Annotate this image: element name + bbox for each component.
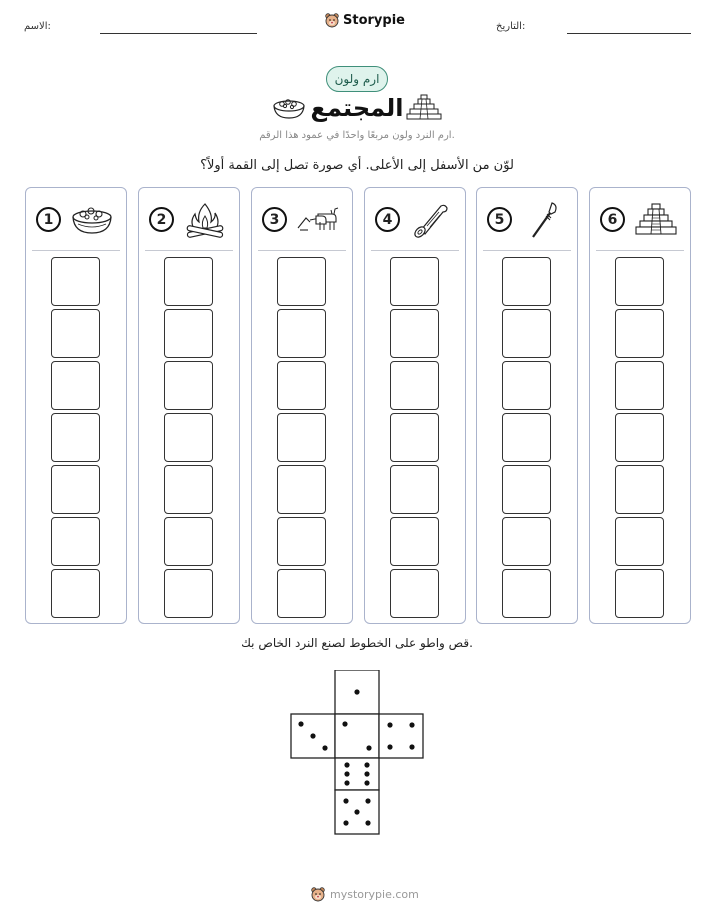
color-square[interactable]	[502, 309, 551, 358]
color-square[interactable]	[615, 361, 664, 410]
campfire-icon	[183, 200, 227, 240]
color-square[interactable]	[51, 413, 100, 462]
color-square[interactable]	[51, 257, 100, 306]
column-2	[138, 187, 240, 624]
column-divider	[32, 250, 120, 251]
date-label: التاريخ:	[496, 21, 526, 32]
column-header	[590, 188, 690, 252]
column-number: 4	[375, 207, 400, 232]
color-square[interactable]	[615, 257, 664, 306]
instruction-text: لوّن من الأسفل إلى الأعلى. أي صورة تصل إلى القمة أولاً؟	[200, 158, 514, 173]
color-square[interactable]	[164, 413, 213, 462]
color-square[interactable]	[390, 257, 439, 306]
color-square[interactable]	[277, 413, 326, 462]
column-divider	[483, 250, 571, 251]
color-square[interactable]	[390, 465, 439, 514]
color-square[interactable]	[502, 413, 551, 462]
die-face-2	[335, 714, 379, 758]
color-square[interactable]	[390, 517, 439, 566]
color-square[interactable]	[502, 569, 551, 618]
color-square[interactable]	[51, 465, 100, 514]
color-square[interactable]	[615, 517, 664, 566]
bear-icon	[324, 12, 340, 28]
color-square[interactable]	[502, 465, 551, 514]
column-3	[251, 187, 353, 624]
color-square[interactable]	[51, 361, 100, 410]
color-square[interactable]	[277, 361, 326, 410]
column-number: 3	[262, 207, 287, 232]
color-square[interactable]	[390, 413, 439, 462]
column-header	[252, 188, 352, 252]
page-title: المجتمع	[310, 94, 404, 122]
color-square[interactable]	[277, 569, 326, 618]
color-square[interactable]	[615, 569, 664, 618]
column-number: 1	[36, 207, 61, 232]
column-divider	[145, 250, 233, 251]
color-square[interactable]	[502, 517, 551, 566]
column-header	[26, 188, 126, 252]
color-square[interactable]	[277, 309, 326, 358]
color-square[interactable]	[277, 257, 326, 306]
color-square[interactable]	[390, 569, 439, 618]
column-1	[25, 187, 127, 624]
color-square[interactable]	[51, 569, 100, 618]
column-number: 2	[149, 207, 174, 232]
food-bowl-icon	[70, 200, 114, 240]
brand-name: Storypie	[343, 12, 405, 28]
color-square[interactable]	[390, 361, 439, 410]
pyramid-icon	[634, 200, 678, 240]
name-line[interactable]	[100, 33, 257, 34]
column-4	[364, 187, 466, 624]
subtitle: ارم النرد ولون مربعًا واحدًا في عمود هذا الرقم.	[259, 130, 455, 141]
die-face-1	[335, 670, 379, 714]
die-net	[290, 670, 426, 836]
column-divider	[371, 250, 459, 251]
color-square[interactable]	[51, 517, 100, 566]
column-5	[476, 187, 578, 624]
die-face-5	[335, 790, 379, 834]
spear-icon	[521, 200, 565, 240]
color-square[interactable]	[390, 309, 439, 358]
activity-badge: ارم ولون	[326, 66, 388, 92]
footer-site[interactable]: mystorypie.com	[330, 887, 419, 901]
die-face-4	[379, 714, 423, 758]
column-header	[365, 188, 465, 252]
brand-logo	[324, 12, 405, 28]
color-square[interactable]	[615, 465, 664, 514]
column-number: 6	[600, 207, 625, 232]
color-square[interactable]	[51, 309, 100, 358]
color-square[interactable]	[277, 517, 326, 566]
color-square[interactable]	[164, 309, 213, 358]
column-header	[139, 188, 239, 252]
bear-icon	[310, 886, 326, 902]
column-number: 5	[487, 207, 512, 232]
color-square[interactable]	[502, 361, 551, 410]
pyramid-icon	[406, 93, 442, 121]
color-square[interactable]	[164, 257, 213, 306]
color-square[interactable]	[277, 465, 326, 514]
cut-instruction: قص واطو على الخطوط لصنع النرد الخاص بك.	[241, 636, 473, 650]
footer	[310, 886, 419, 902]
ox-plow-icon	[296, 200, 340, 240]
column-6	[589, 187, 691, 624]
color-square[interactable]	[502, 257, 551, 306]
scroll-icon	[409, 200, 453, 240]
column-divider	[596, 250, 684, 251]
column-header	[477, 188, 577, 252]
date-line[interactable]	[567, 33, 691, 34]
color-square[interactable]	[164, 465, 213, 514]
color-square[interactable]	[164, 517, 213, 566]
name-label: الاسم:	[24, 21, 51, 32]
die-face-6	[335, 758, 379, 790]
color-square[interactable]	[615, 413, 664, 462]
color-square[interactable]	[615, 309, 664, 358]
color-square[interactable]	[164, 361, 213, 410]
color-square[interactable]	[164, 569, 213, 618]
die-face-3	[291, 714, 335, 758]
column-divider	[258, 250, 346, 251]
